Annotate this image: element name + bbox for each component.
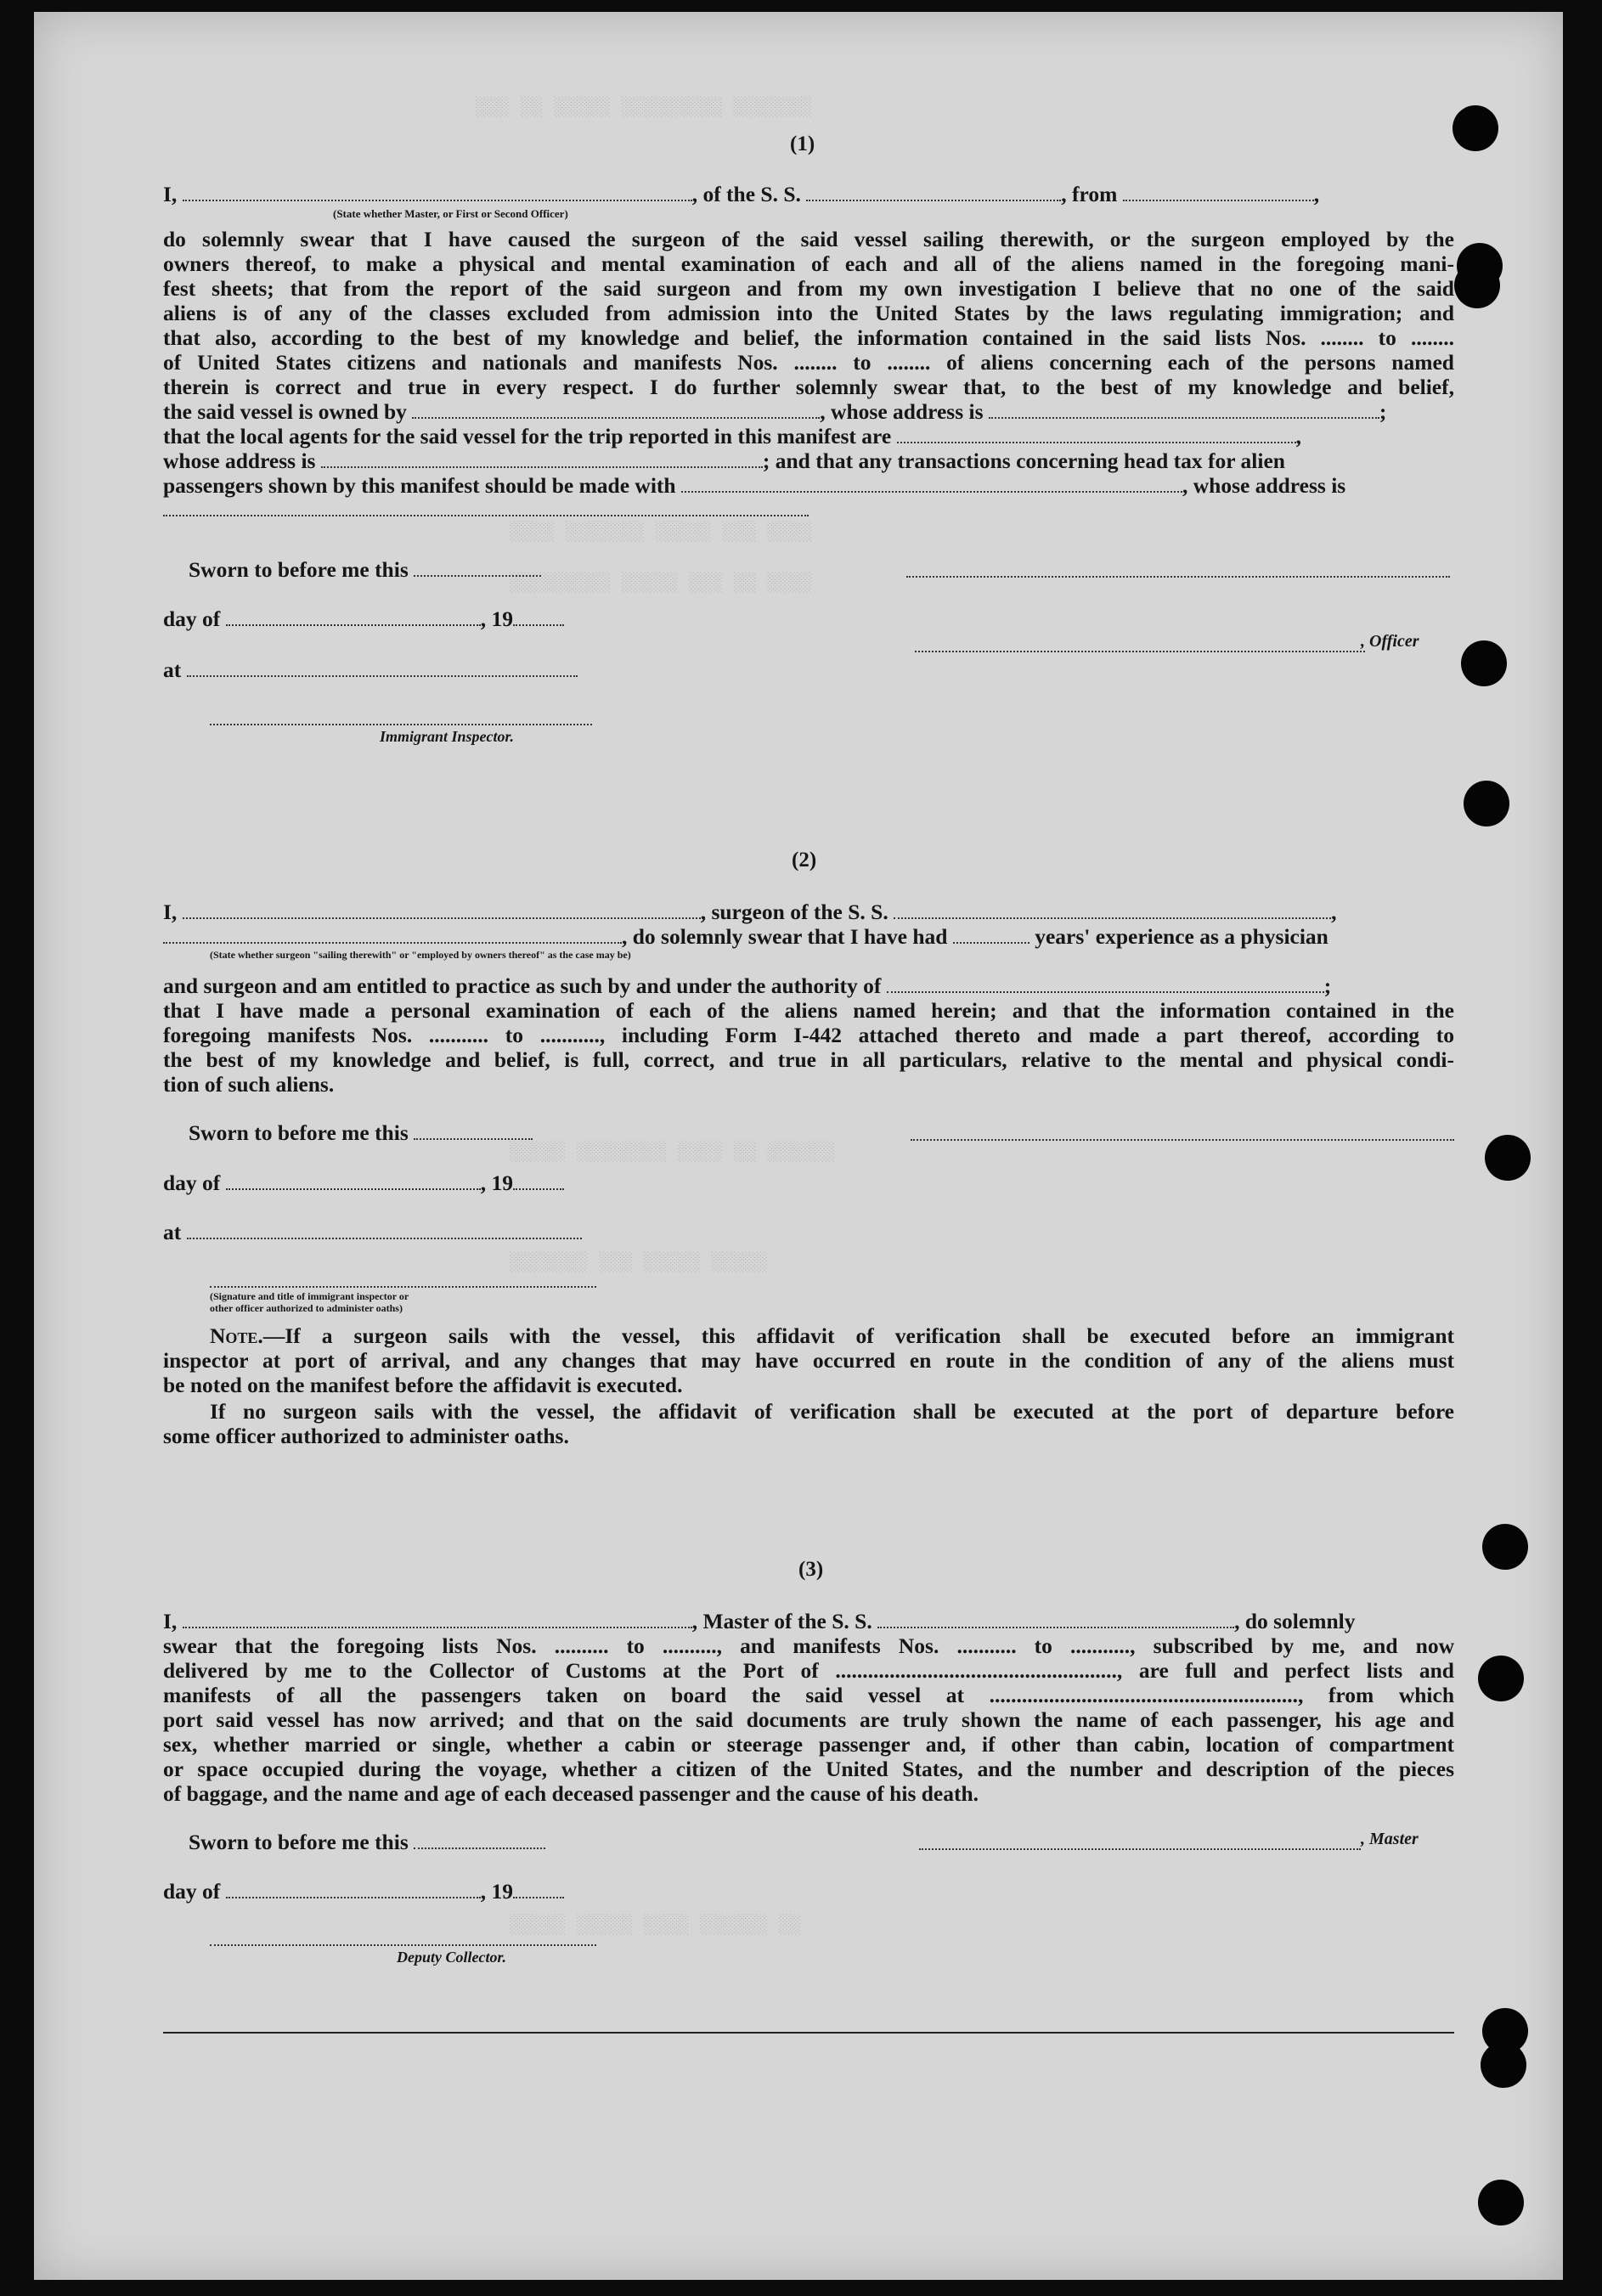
- document-page: [34, 12, 1563, 2280]
- text-line: owners thereof, to make a physical and mental examination of each and all of the aliens named in the foregoing mani-: [163, 251, 1454, 276]
- section-number: (2): [792, 849, 817, 872]
- year-field[interactable]: [513, 1173, 564, 1190]
- note-label: Note.: [210, 1323, 263, 1348]
- section-number: (3): [798, 1558, 824, 1581]
- bleed-through-text: ░░░░░░░░░ ░░░░░ ░░░ ░░ ░░░░: [510, 573, 813, 594]
- collector-signature-field[interactable]: [210, 1944, 596, 1946]
- address-field[interactable]: [163, 515, 809, 516]
- signature-field[interactable]: [906, 576, 1450, 578]
- ship-name-field[interactable]: [894, 902, 1331, 919]
- place-field[interactable]: [187, 660, 578, 677]
- field-note: (State whether surgeon "sailing therewith" or "employed by owners thereof" as the case may be): [210, 949, 631, 961]
- text-line: aliens is of any of the classes excluded from admission into the United States by the laws regulating immigration; and: [163, 301, 1454, 325]
- section1-line1: I, , of the S. S. , from ,: [163, 182, 1320, 206]
- punch-hole: [1481, 2042, 1526, 2088]
- text-line: do solemnly swear that I have caused the surgeon of the said vessel sailing therewith, or the surgeon employed by the: [163, 227, 1454, 251]
- day-field[interactable]: [226, 1881, 481, 1898]
- bleed-through-text: ░░░░░ ░░░░░░░░ ░░░░ ░░ ░░░░░░: [510, 1142, 835, 1163]
- sworn-date-field[interactable]: [414, 1123, 533, 1140]
- surgeon-type-field[interactable]: [163, 927, 622, 944]
- text-line: of United States citizens and nationals and manifests Nos. ........ to ........ of aliens concerning each of the persons named: [163, 350, 1454, 375]
- text-line: swear that the foregoing lists Nos. .......... to .........., and manifests Nos. ........... to ..........., subscribed by me, and now: [163, 1633, 1454, 1658]
- agents-address-field[interactable]: [321, 451, 763, 468]
- surgeon-name-field[interactable]: [183, 902, 701, 919]
- master-name-field[interactable]: [183, 1611, 692, 1628]
- owner-field[interactable]: [412, 402, 820, 419]
- text-line: fest sheets; that from the report of the said surgeon and from my own investigation I believe that no one of the said: [163, 276, 1454, 301]
- section2-line1: I, , surgeon of the S. S. ,: [163, 900, 1337, 924]
- text-line: of baggage, and the name and age of each deceased passenger and the cause of his death.: [163, 1781, 979, 1806]
- head-tax-line: passengers shown by this manifest should be made with , whose address is: [163, 473, 1346, 498]
- origin-field[interactable]: [1123, 184, 1314, 201]
- text-line: that I have made a personal examination of each of the aliens named herein; and that the information contained in the: [163, 998, 1454, 1023]
- place-field[interactable]: [187, 1222, 582, 1239]
- text-line: the best of my knowledge and belief, is full, correct, and true in all particulars, relative to the mental and physical condi-: [163, 1047, 1454, 1072]
- inspector-label: Immigrant Inspector.: [380, 728, 515, 745]
- note-line: inspector at port of arrival, and any changes that may have occurred en route in the condition of any of the aliens must: [163, 1348, 1454, 1373]
- text-line: that also, according to the best of my knowledge and belief, the information contained in the said lists Nos. ........ to ........: [163, 325, 1454, 350]
- punch-hole: [1464, 781, 1509, 826]
- signature-note: other officer authorized to administer oaths): [210, 1302, 403, 1314]
- ship-name-field[interactable]: [806, 184, 1061, 201]
- authority-line: and surgeon and am entitled to practice as such by and under the authority of ;: [163, 973, 1332, 998]
- master-label: , Master: [1361, 1830, 1419, 1848]
- text-line: delivered by me to the Collector of Customs at the Port of ...................................................., are full and perfect lists and: [163, 1658, 1454, 1683]
- punch-hole: [1482, 1524, 1528, 1570]
- sworn-date-field[interactable]: [414, 560, 541, 577]
- section2-line2: , do solemnly swear that I have had years' experience as a physician: [163, 924, 1454, 949]
- collector-label: Deputy Collector.: [397, 1949, 506, 1966]
- punch-hole: [1485, 1135, 1531, 1181]
- agents-line: that the local agents for the said vessel for the trip reported in this manifest are ,: [163, 424, 1301, 448]
- field-note: (State whether Master, or First or Second Officer): [333, 207, 568, 220]
- at-line: at: [163, 657, 578, 682]
- day-line: day of , 19: [163, 1879, 564, 1904]
- bleed-through-text: ░░░░░ ░░░░░ ░░░░ ░░░░░░ ░░: [510, 1915, 802, 1936]
- owner-address-field[interactable]: [989, 402, 1379, 419]
- signature-note: (Signature and title of immigrant inspector or: [210, 1290, 409, 1302]
- punch-hole: [1478, 2180, 1524, 2225]
- head-tax-field[interactable]: [681, 476, 1182, 493]
- at-line: at: [163, 1220, 582, 1244]
- years-field[interactable]: [953, 927, 1029, 944]
- year-field[interactable]: [513, 1881, 564, 1898]
- agents-field[interactable]: [897, 426, 1296, 443]
- bleed-through-text: ░░░░░░░ ░░░ ░░░░░ ░░░░░: [510, 1252, 768, 1273]
- punch-hole: [1454, 262, 1500, 308]
- authority-field[interactable]: [887, 976, 1324, 993]
- text-line: tion of such aliens.: [163, 1072, 335, 1097]
- officer-signature-field[interactable]: [915, 651, 1365, 652]
- punch-hole: [1461, 640, 1507, 686]
- day-line: day of , 19: [163, 1171, 564, 1195]
- text-line: or space occupied during the voyage, whether a citizen of the United States, and the number and description of the pieces: [163, 1757, 1454, 1781]
- ship-name-field[interactable]: [877, 1611, 1234, 1628]
- text-line: port said vessel has now arrived; and that on the said documents are truly shown the name of each passenger, his age and: [163, 1707, 1454, 1732]
- day-field[interactable]: [226, 1173, 481, 1190]
- punch-hole: [1453, 105, 1498, 151]
- sworn-date-field[interactable]: [414, 1832, 545, 1849]
- text-line: sex, whether married or single, whether a cabin or steerage passenger and, if other than cabin, location of compartment: [163, 1732, 1454, 1757]
- text-line: therein is correct and true in every respect. I do further solemnly swear that, to the best of my knowledge and belief,: [163, 375, 1454, 399]
- note-line: Note.—If a surgeon sails with the vessel, this affidavit of verification shall be executed before an immigrant: [210, 1323, 1454, 1348]
- signature-field[interactable]: [911, 1139, 1454, 1141]
- inspector-signature-field[interactable]: [210, 724, 592, 725]
- day-line: day of , 19: [163, 606, 564, 631]
- punch-hole: [1478, 1656, 1524, 1701]
- note-line: be noted on the manifest before the affidavit is executed.: [163, 1373, 683, 1397]
- inspector-signature-field[interactable]: [210, 1286, 596, 1288]
- day-field[interactable]: [226, 609, 481, 626]
- section3-line1: I, , Master of the S. S. , do solemnly: [163, 1609, 1356, 1633]
- text-line: foregoing manifests Nos. ........... to ..........., including Form I-442 attached thereto and made a part thereof, according to: [163, 1023, 1454, 1047]
- sworn-line: Sworn to before me this: [189, 557, 541, 582]
- owner-line: the said vessel is owned by , whose address is ;: [163, 399, 1387, 424]
- sworn-line: Sworn to before me this: [189, 1830, 545, 1854]
- section-number: (1): [790, 133, 815, 155]
- officer-label: , Officer: [1361, 632, 1419, 651]
- sworn-line: Sworn to before me this: [189, 1120, 533, 1145]
- bleed-through-text: ░░░░ ░░░░░░░ ░░░░░ ░░░ ░░░░: [510, 522, 813, 543]
- master-signature-field[interactable]: [919, 1848, 1361, 1850]
- year-field[interactable]: [513, 609, 564, 626]
- text-line: manifests of all the passengers taken on board the said vessel at ........................................................., from which: [163, 1683, 1454, 1707]
- bottom-rule: [163, 2032, 1454, 2034]
- officer-field[interactable]: [183, 184, 692, 201]
- bleed-through-text: ░░░ ░░ ░░░░░ ░░░░░░░░░ ░░░░░░░: [476, 97, 813, 118]
- note-line: some officer authorized to administer oaths.: [163, 1424, 569, 1448]
- agents-address-line: whose address is ; and that any transactions concerning head tax for alien: [163, 448, 1285, 473]
- note-line: If no surgeon sails with the vessel, the affidavit of verification shall be executed at the port of departure before: [210, 1399, 1454, 1424]
